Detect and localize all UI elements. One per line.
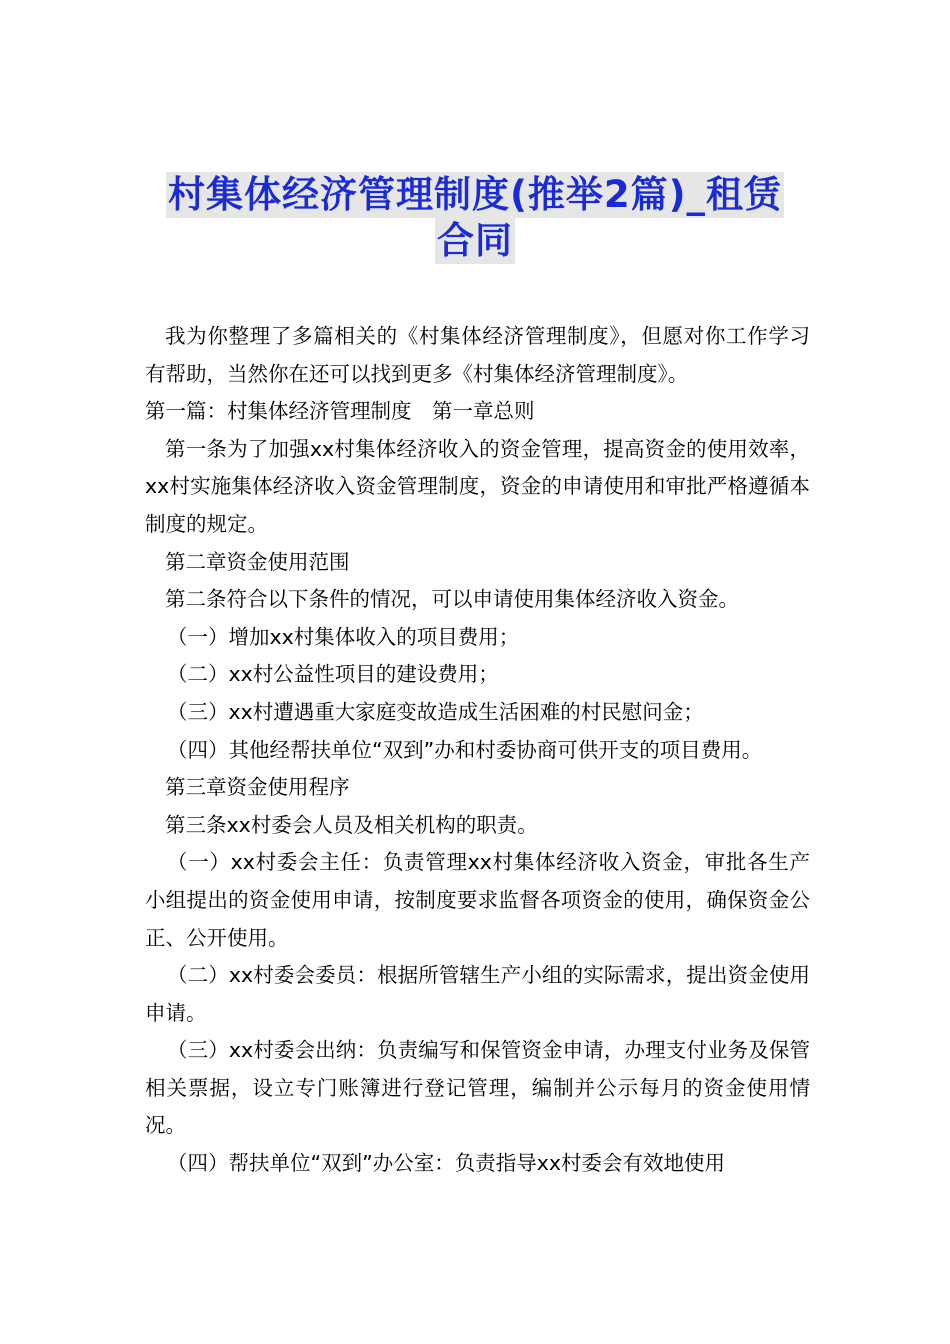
list-item: （三）xx村委会出纳：负责编写和保管资金申请，办理支付业务及保管相关票据，设立专门账簿进行登记管理，编制并公示每月的资金使用情况。 <box>145 1038 810 1138</box>
paragraph-article-2: 第二条符合以下条件的情况，可以申请使用集体经济收入资金。 <box>165 587 739 612</box>
paragraph-chapter-2: 第二章资金使用范围 <box>165 549 350 574</box>
list-item: （一）增加xx村集体收入的项目费用； <box>167 624 520 649</box>
paragraph-heading-part1: 第一篇：村集体经济管理制度 第一章总则 <box>145 399 535 424</box>
document-title <box>0 172 950 264</box>
paragraph-article-3: 第三条xx村委会人员及相关机构的职责。 <box>165 812 538 837</box>
paragraph-intro: 我为你整理了多篇相关的《村集体经济管理制度》，但愿对你工作学习有帮助，当然你在还可以找到更多《村集体经济管理制度》。 <box>145 324 810 386</box>
document-body <box>145 318 810 1183</box>
paragraph-article-1: 第一条为了加强xx村集体经济收入的资金管理，提高资金的使用效率，xx村实施集体经济收入资金管理制度，资金的申请使用和审批严格遵循本制度的规定。 <box>145 436 810 536</box>
title-line-1: 村集体经济管理制度(推举2篇)_租赁 <box>167 173 783 216</box>
list-item: （四）帮扶单位“双到”办公室：负责指导xx村委会有效地使用 <box>167 1151 726 1176</box>
paragraph-chapter-3: 第三章资金使用程序 <box>165 775 350 800</box>
list-item: （二）xx村委会委员：根据所管辖生产小组的实际需求，提出资金使用申请。 <box>145 963 810 1025</box>
list-item: （一）xx村委会主任：负责管理xx村集体经济收入资金，审批各生产小组提出的资金使用申请，按制度要求监督各项资金的使用，确保资金公正、公开使用。 <box>145 850 810 950</box>
list-item: （四）其他经帮扶单位“双到”办和村委协商可供开支的项目费用。 <box>167 737 763 762</box>
title-line-2: 合同 <box>437 219 513 262</box>
list-item: （三）xx村遭遇重大家庭变故造成生活困难的村民慰问金； <box>167 699 704 724</box>
list-item: （二）xx村公益性项目的建设费用； <box>167 662 499 687</box>
